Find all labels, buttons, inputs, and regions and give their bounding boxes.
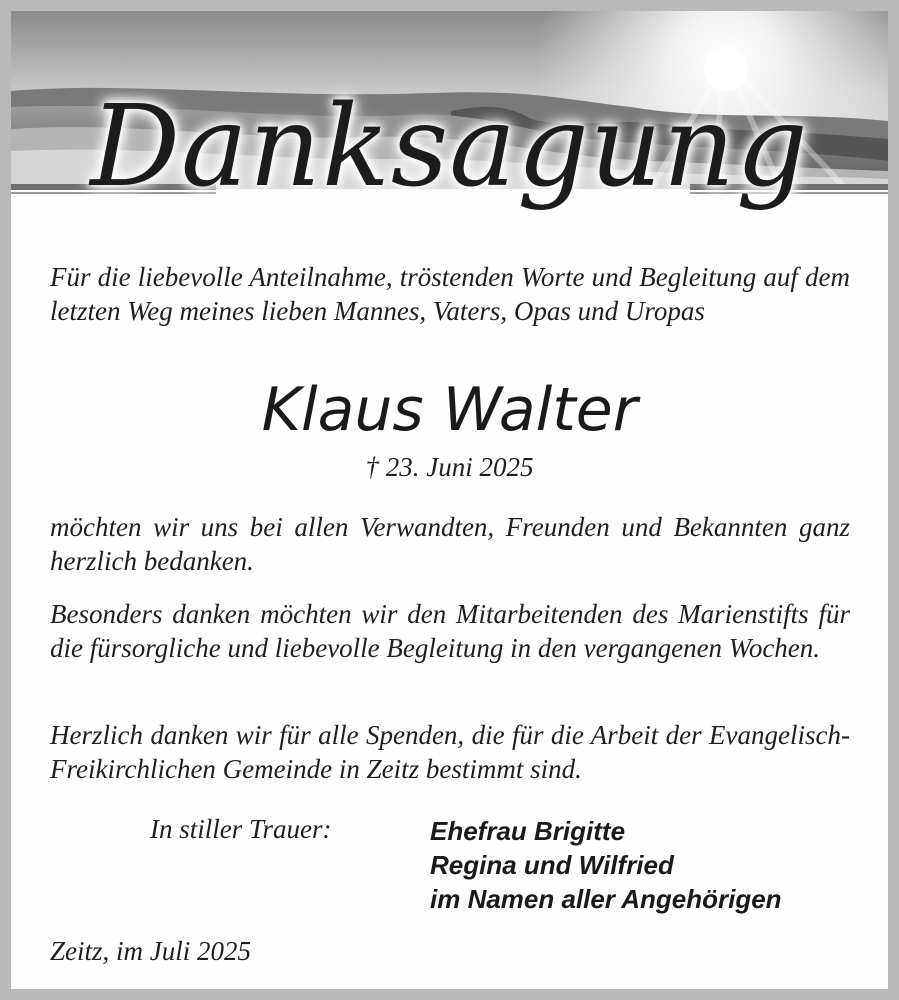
deceased-name: Klaus Walter xyxy=(261,375,638,445)
thanks-paragraph-1: möchten wir uns bei allen Verwandten, Freunden und Bekannten ganz herzlich bedanken. xyxy=(50,512,850,576)
place-and-date: Zeitz, im Juli 2025 xyxy=(50,936,251,966)
signature-block xyxy=(430,814,782,916)
thanks-paragraph-2: Besonders danken möchten wir den Mitarbeitenden des Marienstifts für die fürsorgliche und liebevolle Begleitung in den vergangenen Wochen. xyxy=(50,599,850,663)
signature-label: In stiller Trauer: xyxy=(150,814,332,844)
headline-title: Danksagung xyxy=(90,82,809,212)
intro-text: Für die liebevolle Anteilnahme, tröstenden Worte und Begleitung auf dem letzten Weg meines lieben Mannes, Vaters, Opas und Uropas xyxy=(50,262,850,326)
signature-line: Regina und Wilfried xyxy=(430,850,674,880)
death-date: † 23. Juni 2025 xyxy=(365,452,534,482)
signature-line: Ehefrau Brigitte xyxy=(430,816,626,846)
signature-line: im Namen aller Angehörigen xyxy=(430,884,782,914)
thanks-paragraph-3: Herzlich danken wir für alle Spenden, die für die Arbeit der Evangelisch-Freikirchlichen Gemeinde in Zeitz bestimmt sind. xyxy=(50,720,850,784)
